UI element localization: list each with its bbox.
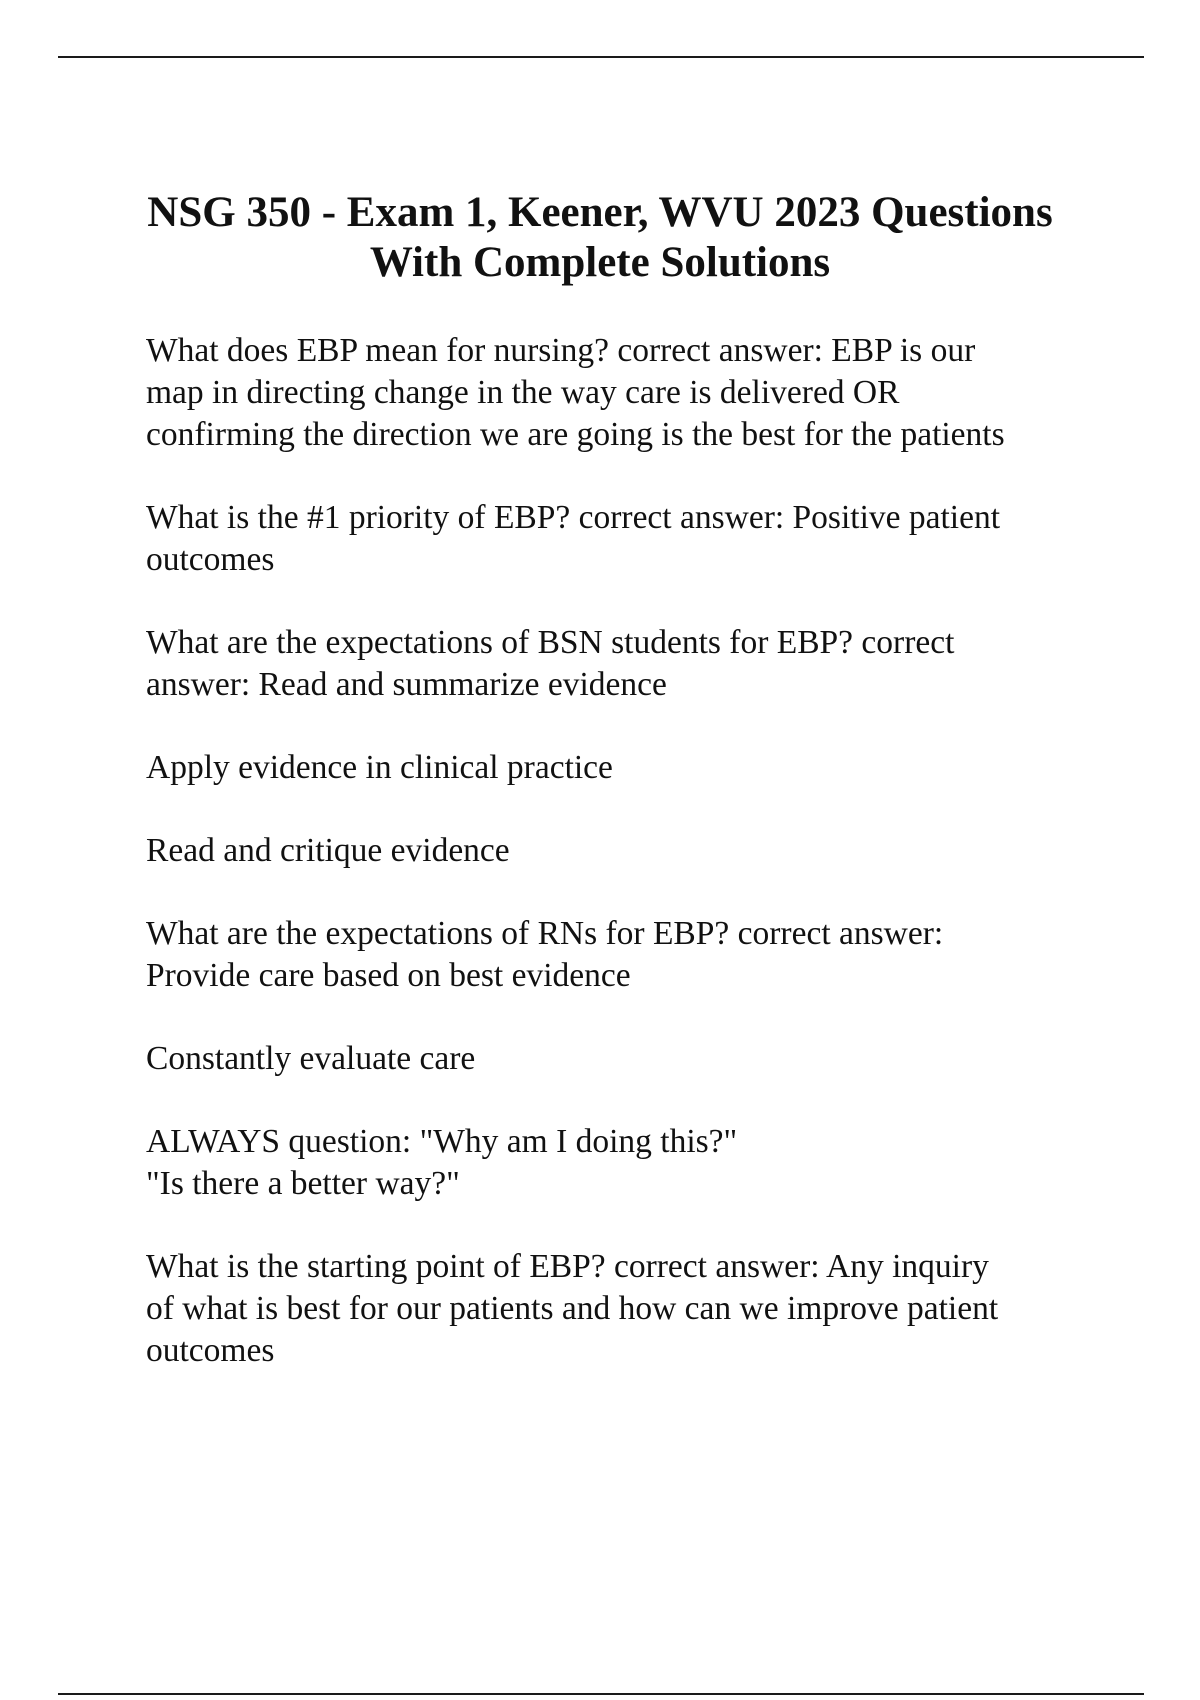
title-line-2: With Complete Solutions (369, 239, 831, 286)
answer-item-always-question: ALWAYS question: "Why am I doing this?" "Is there a better way?" (146, 1123, 738, 1202)
bottom-divider (58, 1693, 1144, 1695)
qa-paragraph-rn-expectations: What are the expectations of RNs for EBP? correct answer: Provide care based on best evidence (146, 915, 944, 994)
answer-item-apply-evidence: Apply evidence in clinical practice (146, 749, 613, 786)
document-title (120, 188, 1080, 288)
top-divider (58, 56, 1144, 58)
qa-paragraph-ebp-starting-point: What is the starting point of EBP? correct answer: Any inquiry of what is best for our patients and how can we improve patient outcomes (146, 1248, 999, 1369)
answer-item-critique-evidence: Read and critique evidence (146, 832, 510, 869)
document-body (146, 330, 1106, 1413)
answer-item-evaluate-care: Constantly evaluate care (146, 1040, 476, 1077)
qa-paragraph-ebp-priority: What is the #1 priority of EBP? correct answer: Positive patient outcomes (146, 499, 1001, 578)
title-line-1: NSG 350 - Exam 1, Keener, WVU 2023 Questions (147, 189, 1053, 236)
qa-paragraph-ebp-meaning: What does EBP mean for nursing? correct answer: EBP is our map in directing change in the way care is delivered OR confirming the direction we are going is the best for the patients (146, 332, 1005, 453)
qa-paragraph-bsn-expectations: What are the expectations of BSN students for EBP? correct answer: Read and summarize evidence (146, 624, 955, 703)
